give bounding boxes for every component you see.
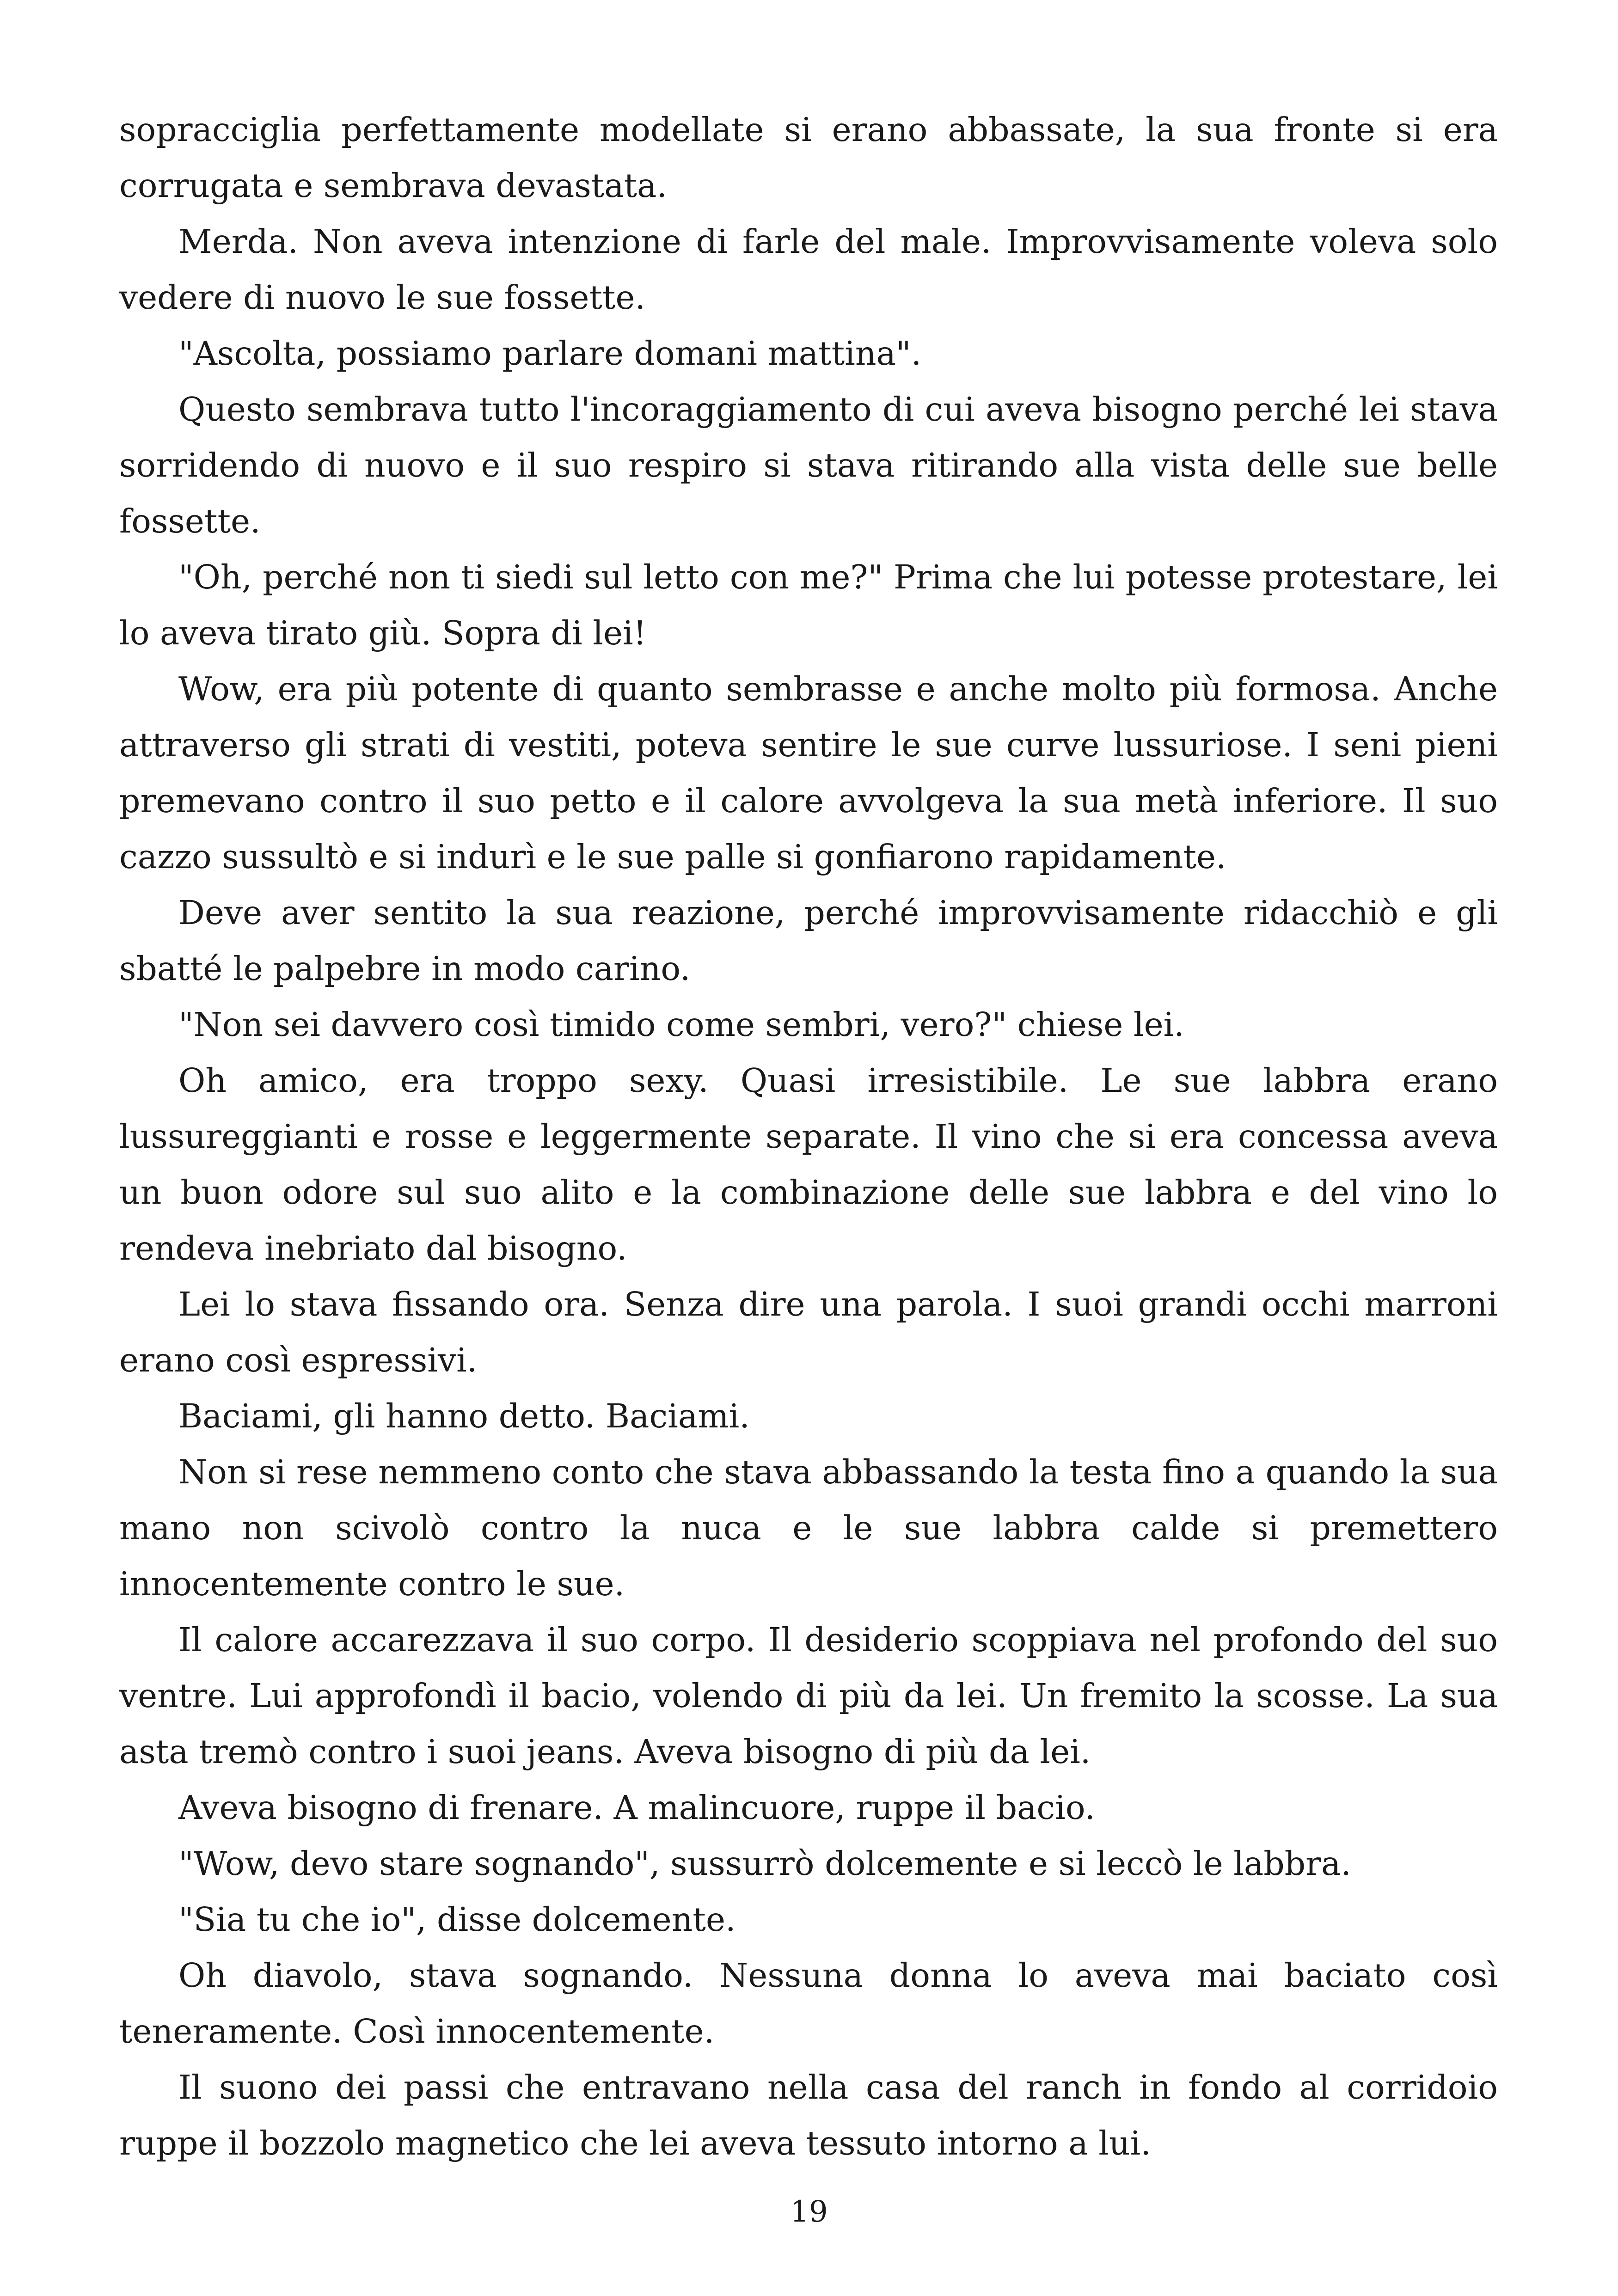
paragraph: "Sia tu che io", disse dolcemente. [178,1900,736,1939]
paragraph: "Oh, perché non ti siedi sul letto con me?" Prima che lui potesse protestare, lei lo aveva tirato giù. Sopra di lei! [119,558,1498,652]
paragraph: Oh amico, era troppo sexy. Quasi irresistibile. Le sue labbra erano lussureggianti e rosse e leggermente separate. Il vino che si era concessa aveva un buon odore sul suo alito e la combinazione delle sue labbra e del vino lo rendeva inebriato dal bisogno. [119,1061,1498,1267]
paragraph: "Wow, devo stare sognando", sussurrò dolcemente e si leccò le labbra. [178,1844,1351,1883]
paragraph: Lei lo stava fissando ora. Senza dire una parola. I suoi grandi occhi marroni erano così espressivi. [119,1285,1498,1379]
paragraph: sopracciglia perfettamente modellate si erano abbassate, la sua fronte si era corrugata e sembrava devastata. [119,110,1498,205]
paragraph: Baciami, gli hanno detto. Baciami. [178,1397,750,1435]
body-text [119,102,1498,2171]
paragraph: Il suono dei passi che entravano nella casa del ranch in fondo al corridoio ruppe il bozzolo magnetico che lei aveva tessuto intorno a lui. [119,2068,1498,2162]
page-number: 19 [790,2195,828,2229]
paragraph: Merda. Non aveva intenzione di farle del male. Improvvisamente voleva solo vedere di nuovo le sue fossette. [119,222,1498,317]
paragraph: "Ascolta, possiamo parlare domani mattina". [178,334,922,373]
paragraph: Wow, era più potente di quanto sembrasse e anche molto più formosa. Anche attraverso gli strati di vestiti, poteva sentire le sue curve lussuriose. I seni pieni premevano contro il suo petto e il calore avvolgeva la sua metà inferiore. Il suo cazzo sussultò e si indurì e le sue palle si gonfiarono rapidamente. [119,670,1498,876]
paragraph: Questo sembrava tutto l'incoraggiamento di cui aveva bisogno perché lei stava sorridendo di nuovo e il suo respiro si stava ritirando alla vista delle sue belle fossette. [119,390,1498,540]
paragraph: Non si rese nemmeno conto che stava abbassando la testa fino a quando la sua mano non scivolò contro la nuca e le sue labbra calde si premettero innocentemente contro le sue. [119,1453,1498,1603]
paragraph: Il calore accarezzava il suo corpo. Il desiderio scoppiava nel profondo del suo ventre. Lui approfondì il bacio, volendo di più da lei. Un fremito la scosse. La sua asta tremò contro i suoi jeans. Aveva bisogno di più da lei. [119,1621,1498,1771]
paragraph: Deve aver sentito la sua reazione, perché improvvisamente ridacchiò e gli sbatté le palpebre in modo carino. [119,894,1498,988]
paragraph: Aveva bisogno di frenare. A malincuore, ruppe il bacio. [178,1788,1095,1827]
paragraph: Oh diavolo, stava sognando. Nessuna donna lo aveva mai baciato così teneramente. Così innocentemente. [119,1956,1498,2051]
paragraph: "Non sei davvero così timido come sembri, vero?" chiese lei. [178,1005,1184,1044]
